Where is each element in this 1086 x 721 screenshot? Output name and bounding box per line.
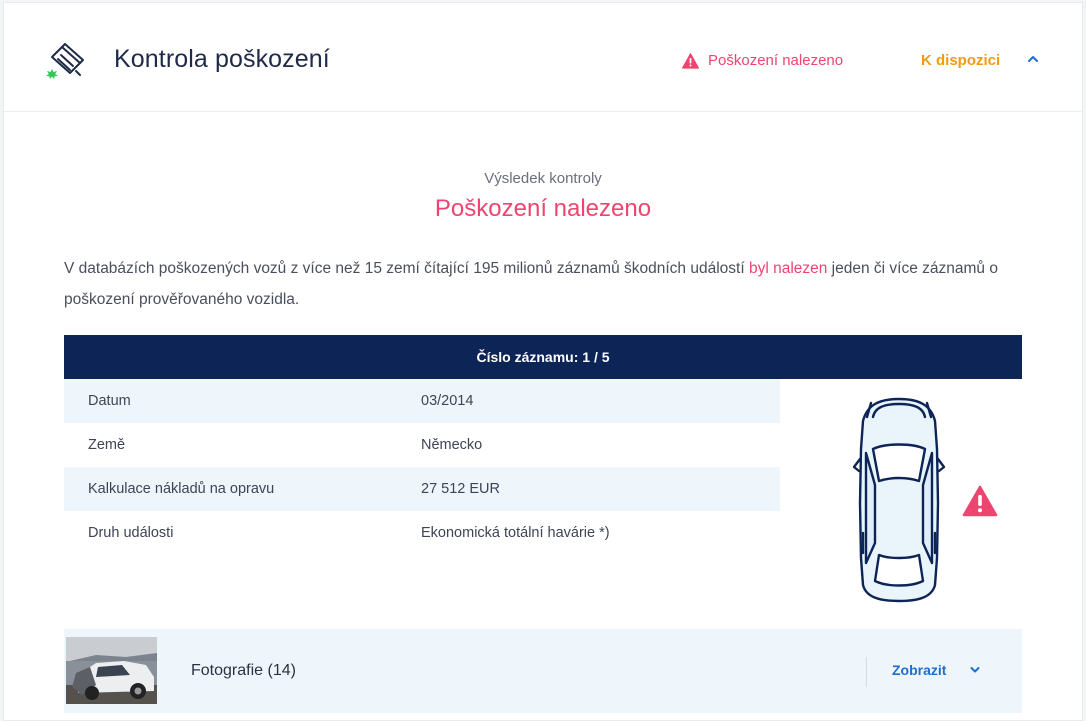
record-value: 03/2014 — [421, 393, 474, 409]
damage-check-card — [3, 2, 1083, 721]
result-description — [64, 253, 1024, 315]
damage-check-icon — [46, 41, 86, 79]
description-highlight: byl nalezen — [748, 260, 828, 277]
record-row-country — [64, 423, 780, 467]
chevron-down-icon — [968, 663, 982, 677]
section-header[interactable] — [4, 3, 1082, 112]
record-value: 27 512 EUR — [421, 481, 500, 497]
record-value: Ekonomická totální havárie *) — [421, 525, 610, 541]
record-value: Německo — [421, 437, 483, 453]
description-text: V databázích poškozených vozů z více než 15 zemí čítající 195 milionů záznamů škodních událostí — [64, 260, 749, 277]
damaged-car-photo[interactable] — [66, 637, 157, 704]
record-label: Datum — [88, 393, 131, 409]
photos-panel[interactable] — [64, 629, 1022, 713]
record-number-heading: Číslo záznamu: 1 / 5 — [64, 335, 1022, 379]
record-row-date — [64, 379, 780, 423]
photos-label: Fotografie (14) — [191, 662, 296, 679]
show-photos-label: Zobrazit — [892, 662, 947, 678]
description-text-end: jeden či více záznamů o poškození prověřovaného vozidla. — [64, 260, 998, 308]
divider — [866, 657, 867, 687]
section-title: Kontrola poškození — [114, 45, 330, 73]
record-label: Kalkulace nákladů na opravu — [88, 481, 275, 497]
record-details — [64, 379, 780, 555]
chevron-up-icon[interactable] — [1024, 50, 1042, 68]
record-row-repair-cost — [64, 467, 780, 511]
record-row-event-type — [64, 511, 780, 555]
damage-status — [682, 52, 843, 69]
show-photos-button[interactable] — [892, 662, 982, 678]
warning-icon — [682, 53, 699, 69]
availability-badge: K dispozici — [921, 52, 1001, 69]
result-value: Poškození nalezeno — [434, 195, 652, 222]
record-label: Země — [88, 437, 126, 453]
car-diagram-icon — [849, 393, 949, 605]
damage-status-text: Poškození nalezeno — [708, 52, 844, 69]
photo-thumbnail-image — [66, 637, 157, 704]
damage-warning-icon — [962, 485, 998, 517]
record-label: Druh události — [88, 525, 174, 541]
result-label: Výsledek kontroly — [484, 170, 602, 187]
